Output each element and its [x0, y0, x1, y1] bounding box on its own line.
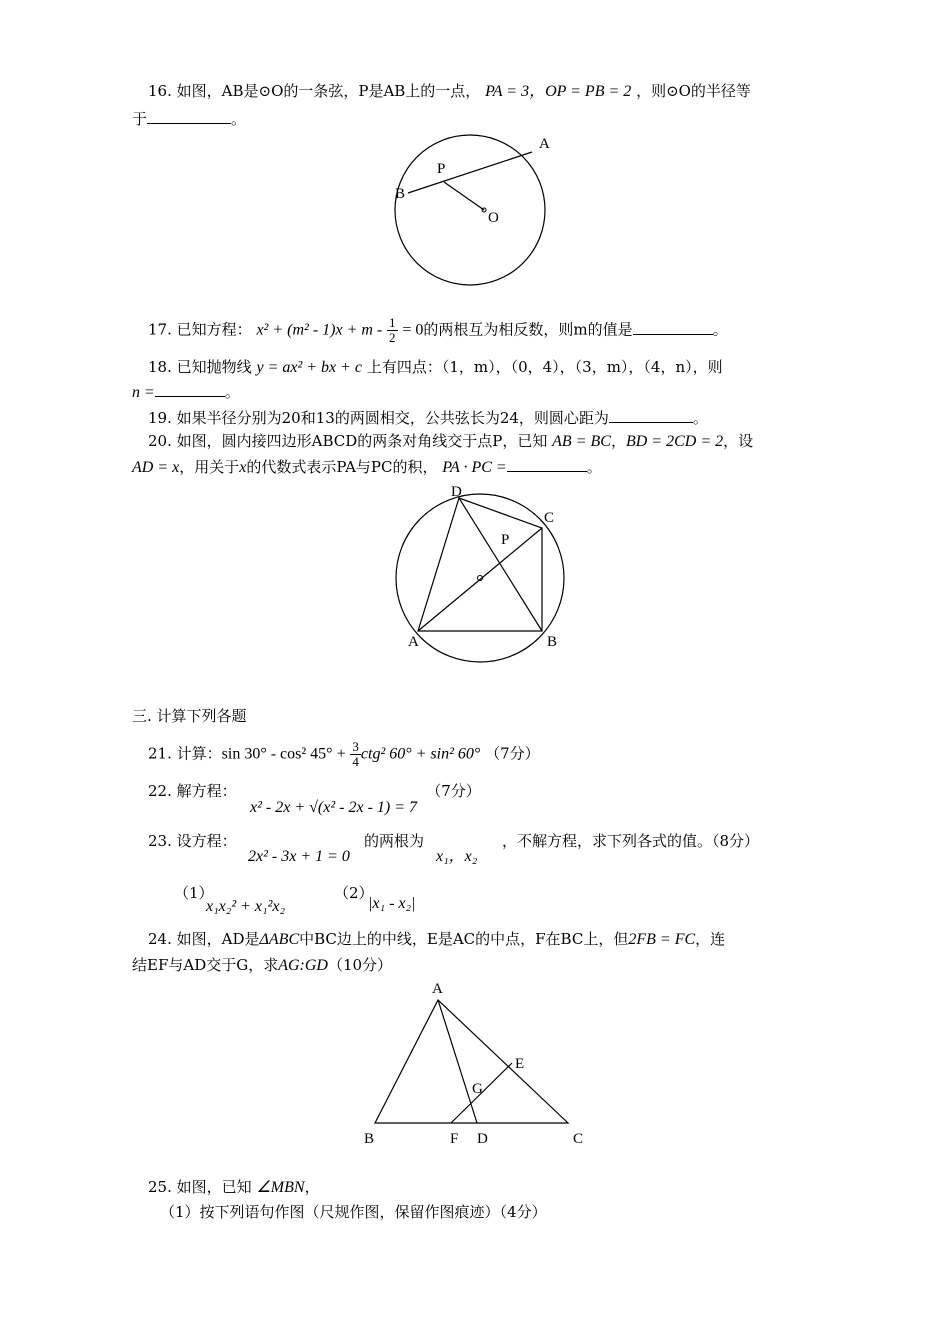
q20-number: 20. — [148, 432, 172, 450]
q23-part2-math: |x₁ - x₂| — [368, 895, 416, 912]
q23-text-a: 设方程： — [176, 832, 237, 850]
q16-label-a: A — [539, 136, 550, 152]
q18-math-a: y = ax² + bx + c — [256, 359, 363, 376]
q20-text-b: ，设 — [723, 432, 754, 450]
q16-line2 — [132, 108, 246, 130]
q20-label-c: C — [544, 510, 555, 526]
q25-text-b: ， — [304, 1178, 320, 1196]
q23-number: 23. — [148, 832, 172, 850]
q18-math-b: n = — [132, 384, 155, 401]
q18-text-b: 上有四点：（1，m），（0，4），（3，m），（4，n），则 — [366, 358, 723, 376]
q24-label-e: E — [515, 1056, 525, 1072]
q24-line1 — [148, 928, 725, 951]
q21-line — [148, 740, 540, 769]
q24-figure — [360, 975, 600, 1150]
q24-math-c: AG:GD — [278, 957, 328, 974]
q23-math-b: x₁，x₂ — [436, 848, 478, 865]
q21-math-a: sin 30° - cos² 45° + — [221, 745, 346, 763]
q24-text-b: 中BC边上的中线，E是AC的中点，F在BC上，但 — [299, 930, 629, 948]
q23-part1-math: x₁x₂² + x₁²x₂ — [206, 898, 286, 915]
q24-text-a: 如图，AD是 — [176, 930, 260, 948]
q22-number: 22. — [148, 782, 172, 800]
q22-math: x² - 2x + √(x² - 2x - 1) = 7 — [250, 799, 418, 816]
q19-line — [148, 407, 708, 429]
q18-answer-blank[interactable] — [155, 382, 225, 397]
q18-line1 — [148, 356, 723, 379]
q17-line — [148, 316, 728, 345]
q20-diagonal-ac — [418, 528, 542, 631]
q21-score: （7分） — [485, 744, 540, 763]
q24-text-d: 结EF与AD交于G，求 — [132, 956, 279, 974]
q23-part2-math-wrap — [368, 892, 415, 915]
q19-answer-blank[interactable] — [609, 408, 693, 423]
q22-line2 — [250, 796, 417, 819]
q24-label-d: D — [477, 1131, 488, 1147]
q17-math-a: x² + (m² - 1)x + m - — [256, 321, 383, 339]
q17-text-b: 的两根互为相反数，则m的值是 — [423, 320, 633, 339]
q20-label-b: B — [547, 634, 558, 650]
q23-math-a: 2x² - 3x + 1 = 0 — [248, 848, 350, 865]
q20-quadrilateral — [418, 498, 542, 631]
q18-end: 。 — [224, 383, 240, 401]
q16-text-a: 如图，AB是⊙O的一条弦，P是AB上的一点， — [176, 82, 481, 100]
q20-text-d: 的代数式表示PA与PC的积， — [246, 458, 438, 476]
q20-math-b: BD = 2CD = 2 — [625, 433, 724, 450]
q21-number: 21. — [148, 744, 172, 763]
q16-segment-op — [444, 182, 484, 210]
q24-label-g: G — [472, 1081, 483, 1097]
q24-math-a: ΔABC — [259, 931, 300, 948]
q20-answer-blank[interactable] — [507, 457, 587, 472]
q19-end: 。 — [692, 409, 708, 427]
q17-text-a: 已知方程： — [176, 320, 252, 339]
q20-math-d: x — [239, 459, 247, 476]
q25-text-a: 如图，已知 — [176, 1178, 252, 1196]
q24-text-c: ，连 — [695, 930, 726, 948]
q20-line2 — [132, 456, 602, 479]
q21-math-b: ctg² 60° + sin² 60° — [360, 745, 481, 763]
q25-math-a: ∠MBN — [256, 1179, 305, 1196]
q16-end: 。 — [231, 110, 247, 128]
q20-label-p: P — [501, 532, 510, 548]
q17-end: 。 — [712, 320, 728, 339]
q20-math-a: AB = BC — [552, 433, 611, 450]
q20-label-d: D — [451, 484, 462, 500]
q21-frac-den: 4 — [352, 754, 359, 769]
q23-math-b-wrap — [436, 845, 477, 868]
q20-diagonal-bd — [459, 498, 542, 631]
q17-frac-den: 2 — [389, 330, 396, 345]
q16-text-b: ，则⊙O的半径等 — [636, 82, 751, 100]
q23-line1b — [364, 830, 424, 852]
q20-math-e: PA · PC = — [442, 459, 507, 476]
q24-line2 — [132, 954, 392, 977]
q16-number: 16. — [148, 82, 172, 100]
q24-label-b: B — [364, 1131, 375, 1147]
q16-circle — [395, 135, 545, 285]
q16-math-a: PA = 3，OP = PB = 2 — [485, 83, 632, 100]
q22-text: 解方程： — [176, 782, 237, 800]
q17-fraction — [387, 316, 398, 345]
q18-number: 18. — [148, 358, 172, 376]
q16-text-c: 于 — [132, 110, 148, 128]
q23-part2-label: （2） — [334, 884, 374, 902]
q21-fraction — [350, 740, 361, 769]
q18-line2 — [132, 381, 240, 404]
q20-sep: ， — [610, 432, 626, 450]
q20-text-a: 如图，圆内接四边形ABCD的两条对角线交于点P，已知 — [176, 432, 548, 450]
q20-text-c: ，用关于 — [179, 458, 240, 476]
q23-part1-math-wrap — [206, 895, 285, 918]
q20-end: 。 — [586, 458, 602, 476]
q16-chord-ab — [408, 152, 532, 193]
q16-label-p: P — [437, 161, 446, 177]
q24-label-a: A — [432, 981, 443, 997]
q24-label-c: C — [573, 1131, 584, 1147]
q20-circle — [396, 494, 564, 662]
q23-math-a-wrap — [248, 845, 350, 868]
q16-line1 — [148, 80, 751, 103]
q17-answer-blank[interactable] — [633, 320, 713, 335]
q23-line1c — [502, 830, 759, 852]
q21-text: 计算： — [176, 744, 222, 763]
q20-line1 — [148, 430, 753, 453]
q16-figure — [380, 130, 570, 290]
q22-score: （7分） — [426, 782, 481, 800]
q20-label-a: A — [408, 634, 419, 650]
q23-part1-label: （1） — [174, 884, 214, 902]
q17-frac-num: 1 — [389, 315, 396, 330]
q23-text-c: ，不解方程，求下列各式的值。（8分） — [502, 832, 760, 850]
q16-label-o: O — [488, 210, 499, 226]
q24-score: （10分） — [327, 956, 393, 974]
q20-figure — [390, 480, 580, 670]
q25-part1: （1）按下列语句作图（尺规作图，保留作图痕迹）（4分） — [160, 1203, 547, 1221]
q21-frac-num: 3 — [352, 739, 359, 754]
q20-math-c: AD = x — [132, 459, 180, 476]
section3-title: 三. 计算下列各题 — [132, 707, 247, 725]
q23-line1 — [148, 830, 237, 852]
q25-number: 25. — [148, 1178, 172, 1196]
q18-text-a: 已知抛物线 — [176, 358, 252, 376]
q16-label-b: B — [395, 186, 406, 202]
q24-label-f: F — [450, 1131, 459, 1147]
q23-text-b: 的两根为 — [364, 832, 425, 850]
q19-number: 19. — [148, 409, 172, 427]
q16-answer-blank[interactable] — [147, 109, 231, 124]
q17-math-b: = 0 — [402, 321, 424, 339]
q24-math-b: 2FB = FC — [628, 931, 696, 948]
q24-number: 24. — [148, 930, 172, 948]
q19-text: 如果半径分别为20和13的两圆相交，公共弦长为24，则圆心距为 — [176, 409, 609, 427]
q17-number: 17. — [148, 320, 172, 339]
q25-line1 — [148, 1176, 320, 1199]
